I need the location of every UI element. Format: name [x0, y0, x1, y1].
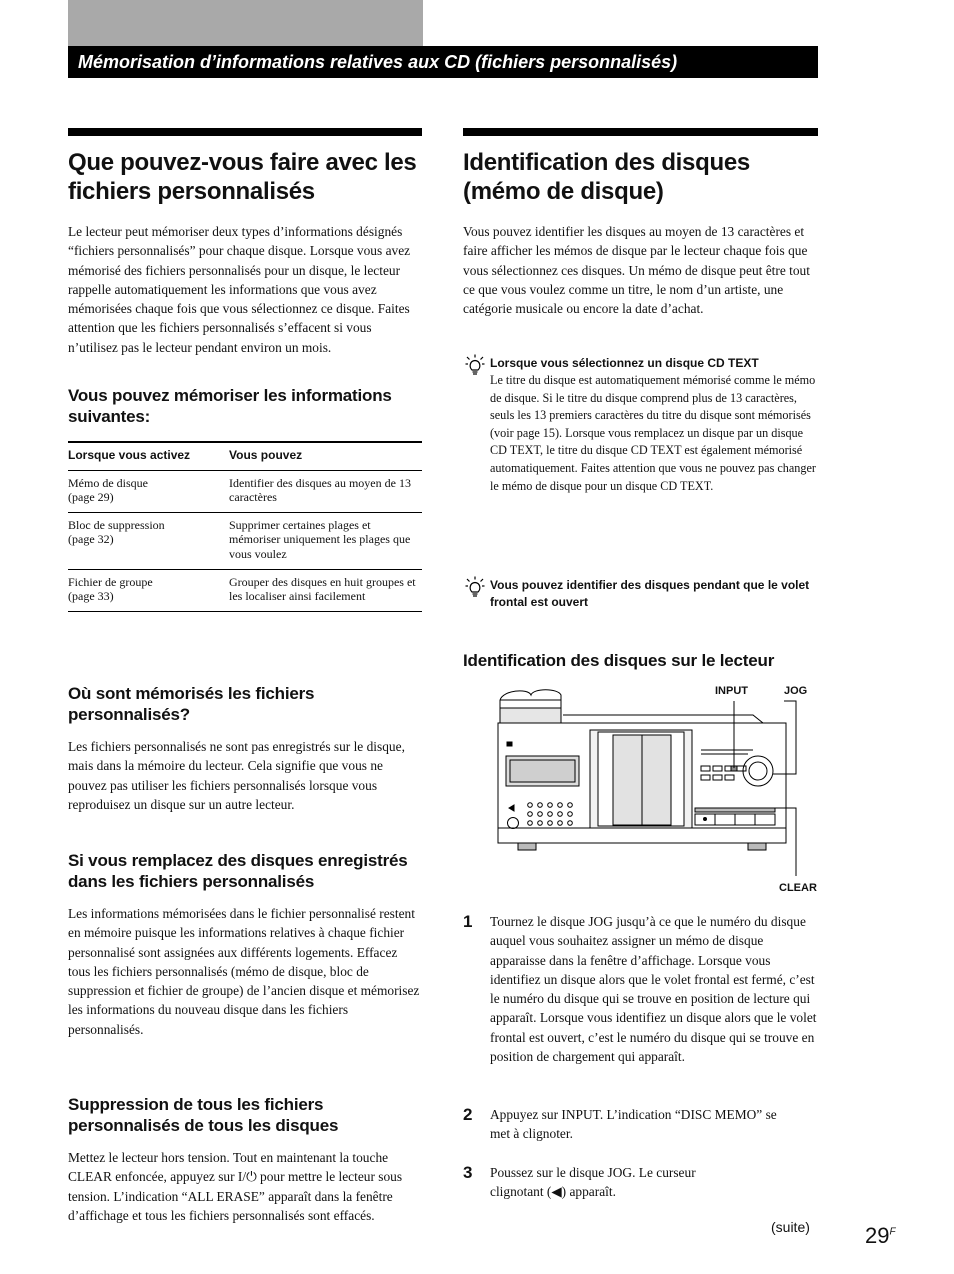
tip-cd-text [463, 354, 819, 495]
table-row [68, 470, 422, 512]
step-number: 1 [463, 912, 473, 931]
step-number: 2 [463, 1105, 473, 1124]
section-erase-all [68, 1094, 422, 1225]
page-suffix: F [889, 1226, 896, 1238]
step-1 [463, 912, 819, 1066]
table-cell: Identifier des disques au moyen de 13 caractères [229, 470, 422, 512]
section-where [68, 683, 422, 814]
section-text-erase: Mettez le lecteur hors tension. Tout en maintenant la touche CLEAR enfoncée, appuyez sur I/⏻ pour mettre le lecteur sous tension. L’indication “ALL ERASE” apparaît dans la fenêtre d’affichage et tous les fichiers personnalisés sont effacés. [68, 1150, 403, 1223]
title-rule [68, 128, 422, 136]
section-title-memorize: Vous pouvez mémoriser les informations suivantes: [68, 386, 392, 427]
page-number [865, 1223, 896, 1249]
left-title: Que pouvez-vous faire avec les fichiers personnalisés [68, 149, 417, 205]
right-intro: Vous pouvez identifier les disques au moyen de 13 caractères et faire afficher les mémos de disque par le lecteur chaque fois que vous sélectionnez ces disques. Un mémo de disque peut être tout ce que vous voulez comme un titre, le nom d’un artiste, une catégorie musicale ou encore la date d’achat. [463, 224, 810, 317]
features-table [68, 441, 422, 612]
table-cell: Grouper des disques en huit groupes et les localiser ainsi facilement [229, 569, 422, 611]
page-number-value: 29 [865, 1223, 890, 1248]
table-header: Vous pouvez [229, 442, 422, 470]
cell-line: Bloc de suppression [68, 517, 165, 532]
left-column [68, 128, 422, 612]
right-title: Identification des disques (mémo de disque) [463, 149, 750, 205]
cd-player-diagram [463, 680, 823, 902]
step-number: 3 [463, 1163, 473, 1182]
table-row [68, 512, 422, 569]
table-row [68, 569, 422, 611]
table-header-row [68, 442, 422, 470]
section-title-where: Où sont mémorisés les fichiers personnalisés? [68, 684, 315, 724]
tip-front-open [463, 576, 819, 611]
section-text-where: Les fichiers personnalisés ne sont pas enregistrés sur le disque, mais dans la mémoire du lecteur. Cela signifie que vous ne pouvez pas utiliser les fichiers personnalisés lorsque vous reproduisez un disque sur un autre lecteur. [68, 739, 405, 812]
step-text: Poussez sur le disque JOG. Le curseur clignotant (◀) apparaît. [490, 1165, 696, 1200]
chapter-banner: Mémorisation d’informations relatives aux CD (fichiers personnalisés) [68, 46, 818, 78]
right-column [463, 128, 818, 318]
table-cell [68, 470, 229, 512]
continued-label: (suite) [771, 1219, 810, 1235]
step-2 [463, 1105, 819, 1144]
section-title-erase: Suppression de tous les fichiers personnalisés de tous les disques [68, 1095, 339, 1135]
cell-line: (page 33) [68, 589, 114, 604]
tip-text: Le titre du disque est automatiquement mémorisé comme le mémo de disque. Si le titre du disque comprend plus de 13 caractères, seuls les 13 premiers caractères du titre du disque sont mémorisés (voir page 15). Lorsque vous remplacez un disque par un disque CD TEXT, le titre du disque CD TEXT est également mémorisé automatiquement. Faites attention que vous ne pouvez pas changer le mémo de disque pour un disque CD TEXT. [490, 373, 816, 493]
tip-title: Vous pouvez identifier des disques pendant que le volet frontal est ouvert [490, 578, 810, 609]
label-jog: JOG [784, 685, 808, 697]
section-title-replace: Si vous remplacez des disques enregistrés dans les fichiers personnalisés [68, 851, 408, 891]
lightbulb-icon [465, 354, 485, 376]
title-rule [463, 128, 818, 136]
table-header: Lorsque vous activez [68, 442, 229, 470]
section-text-replace: Les informations mémorisées dans le fichier personnalisé restent en mémoire puisque les informations relatives à chaque fichier personnalisé sont assignées aux différents logements. Effacez tous les fichiers personnalisés (mémo de disque, bloc de suppression et fichier de groupe) de l’ancien disque et mémorisez les informations du nouveau disque dans les fichiers personnalisés. [68, 906, 420, 1037]
step-text: Appuyez sur INPUT. L’indication “DISC MEMO” se met à clignoter. [490, 1107, 777, 1142]
table-cell: Supprimer certaines plages et mémoriser uniquement les plages que vous voulez [229, 512, 422, 569]
header-gray-tab [68, 0, 423, 46]
table-cell [68, 512, 229, 569]
tip-title: Lorsque vous sélectionnez un disque CD TEXT [490, 356, 759, 370]
left-intro: Le lecteur peut mémoriser deux types d’informations désignés “fichiers personnalisés” pour chaque disque. Lorsque vous avez mémorisé des fichiers personnalisés pour un disque, le lecteur rappelle automatiquement les informations que vous avez mémorisées chaque fois que vous sélectionnez ce disque. Faites attention que les fichiers personnalisés s’effacent si vous n’utilisez pas le lecteur pendant environ un mois. [68, 224, 411, 355]
step-3 [463, 1163, 819, 1202]
section-replace [68, 850, 422, 1039]
cell-line: Mémo de disque [68, 475, 148, 490]
cell-line: Fichier de groupe [68, 574, 153, 589]
table-cell [68, 569, 229, 611]
lightbulb-icon [465, 576, 485, 598]
cell-line: (page 32) [68, 532, 114, 547]
label-clear: CLEAR [779, 882, 817, 894]
label-input: INPUT [715, 685, 748, 697]
cd-player-drawing [463, 680, 823, 902]
section-title-identify: Identification des disques sur le lecteur [463, 651, 775, 670]
cell-line: (page 29) [68, 490, 114, 505]
step-text: Tournez le disque JOG jusqu’à ce que le numéro du disque auquel vous souhaitez assigner un mémo de disque apparaisse dans la fenêtre d’affichage. Lorsque vous identifiez un disque alors que le volet frontal est fermé, c’est le numéro du disque qui se trouve en position de lecture qui apparaît. Lorsque vous identifiez un disque alors que le volet frontal est ouvert, c’est le numéro du disque qui se trouve en position de chargement qui apparaît. [490, 914, 817, 1065]
